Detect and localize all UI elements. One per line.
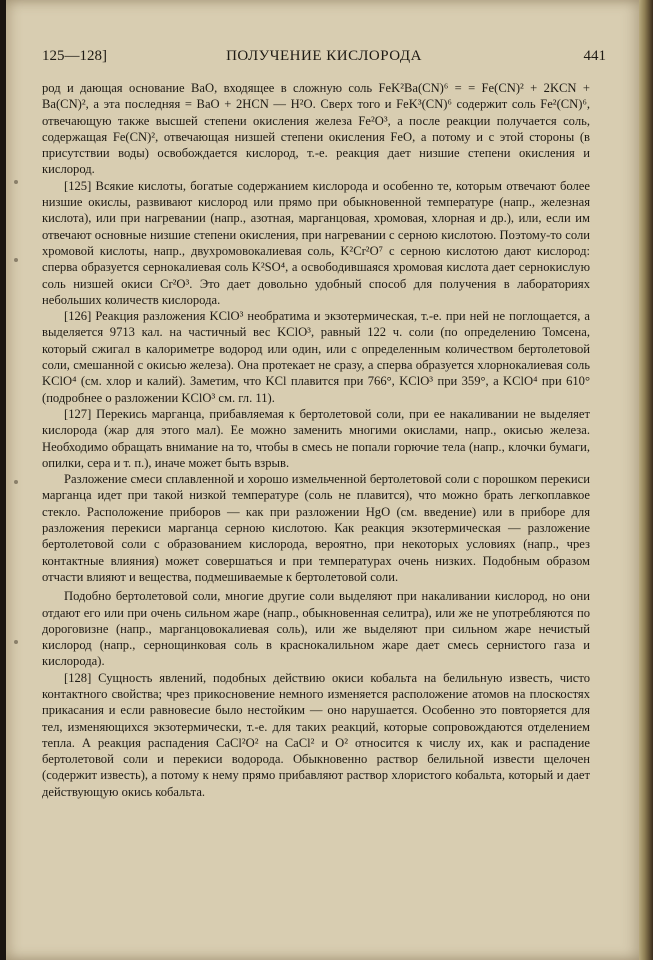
book-spine-edge (639, 0, 653, 960)
paragraph-decomposition: Разложение смеси сплавленной и хорошо измельченной бертолетовой соли с порошком перекиси марганца идет при такой низкой температуре (соль не плавится), что можно брать легкоплавкое стекло. Расположение приборов — как при разложении HgO (см. введение) или в приборе для разложения перекиси марганца серною кислотою. Как реакция экзотермическая — разложение бертолетовой соли с образованием кислорода, вероятно, при некоторых условиях (напр., чрез контактные влияния) может совершаться и при температурах очень низких. Подобным образом отчасти влияют и вещества, подмешиваемые к бертолетовой соли. (42, 472, 590, 584)
paragraph-continuation: род и дающая основание BaO, входящее в сложную соль FeK²Ba(CN)⁶ = = Fe(CN)² + 2KCN + Ba(CN)², а эта последняя = BaO + 2HCN — H²O. Сверх того и FeK³(CN)⁶ содержит соль Fe²(CN)⁶, отвечающую также высшей степени окисления железа Fe²O³, а после реакции получается соль, содержащая Fe(CN)², отвечающая низшей степени окисления FeO, а потому и с этой стороны (в присутствии воды) освобождается кислород, т.-е. реакция дает низшие степени окисления и кислород. (42, 81, 590, 177)
paragraph-other-salts: Подобно бертолетовой соли, многие другие соли выделяют при накаливании кислород, но они отдают его или при очень сильном жаре (напр., обыкновенная селитра), или же не употребляются по дороговизне (напр., марганцовокалиевая соль), или же выделяют при сильном жаре нечистый кислород (напр., сернощинковая соль в краснокалильном жаре дает смесь сернистого газа и кислорода). (42, 589, 590, 669)
page-title: ПОЛУЧЕНИЕ КИСЛОРОДА (226, 48, 422, 64)
running-header (42, 48, 606, 70)
paper-spot (14, 258, 18, 262)
paragraph-note-127: [127] Перекись марганца, прибавляемая к бертолетовой соли, при ее накаливании не выделяет кислорода (жар для этого мал). Ее можно заменить многими окислами, напр., окисью железа. Необходимо обращать внимание на то, чтобы в смесь не попали горючие тела (напр., клочки бумаги, опилки, сера и т. п.), иначе может быть взрыв. (42, 406, 590, 470)
paper-spot (14, 640, 18, 644)
paragraph-note-128: [128] Сущность явлений, подобных действию окиси кобальта на белильную известь, чисто контактного свойства; чрез прикосновение немного изменяется расположение атомов на плоскостях прикасания и если равновесие было нестойким — оно нарушается. Особенно это повторяется для тел, изменяющихся экзотермически, т.-е. для таких реакций, которые сопровождаются отделением тепла. А реакция распадения CaCl²O² на CaCl² и O² относится к числу их, как и распадение бертолетовой соли и перекиси водорода. Обыкновенно раствор белильной извести щелочен (содержит известь), а потому к нему прямо прибавляют раствор хлористого кобальта, который и дает действующую окись кобальта. (42, 670, 590, 799)
paragraph-note-125: [125] Всякие кислоты, богатые содержанием кислорода и особенно те, которым отвечают более низшие окислы, развивают кислород или прямо при обыкновенной температуре (напр., железная кислота), или при нагревании (напр., азотная, марганцовая, хромовая, хлорная и др.), или, если им отвечают основные низшие степени окисления, при нагревании с серною кислотою. Поэтому-то соли хромовой кислоты, напр., двухромовокалиевая соль, K²Cr²O⁷ с серною кислотою дают кислород: сперва образуется сернокалиевая соль K²SO⁴, а освободившаяся хромовая кислота дает сернокислую соль низшей окиси Cr²O³. Это дает довольно удобный способ для получения в лабораториях небольших количеств кислорода. (42, 178, 590, 307)
body-text (42, 80, 590, 800)
paper-spot (14, 480, 18, 484)
paper-spot (14, 180, 18, 184)
paragraph-note-126: [126] Реакция разложения KClO³ необратима и экзотермическая, т.-е. при ней не поглощается, а выделяется 9713 кал. на частичный вес KClO³, равный 122 ч. соли (по определению Томсена, который сжигал в калориметре водород или один, или с определенным количеством бертолетовой соли, смешанной с окисью железа). Она протекает не сразу, а сперва образуется хлорнокалиевая соль KClO⁴ (см. хлор и калий). Заметим, что KCl плавится при 766°, KClO³ при 359°, а KClO⁴ при 610° (подробнее о разложении KClO³ см. гл. 11). (42, 309, 590, 405)
book-page (6, 0, 646, 960)
section-range: 125—128] (42, 48, 107, 64)
page-number: 441 (583, 48, 606, 64)
